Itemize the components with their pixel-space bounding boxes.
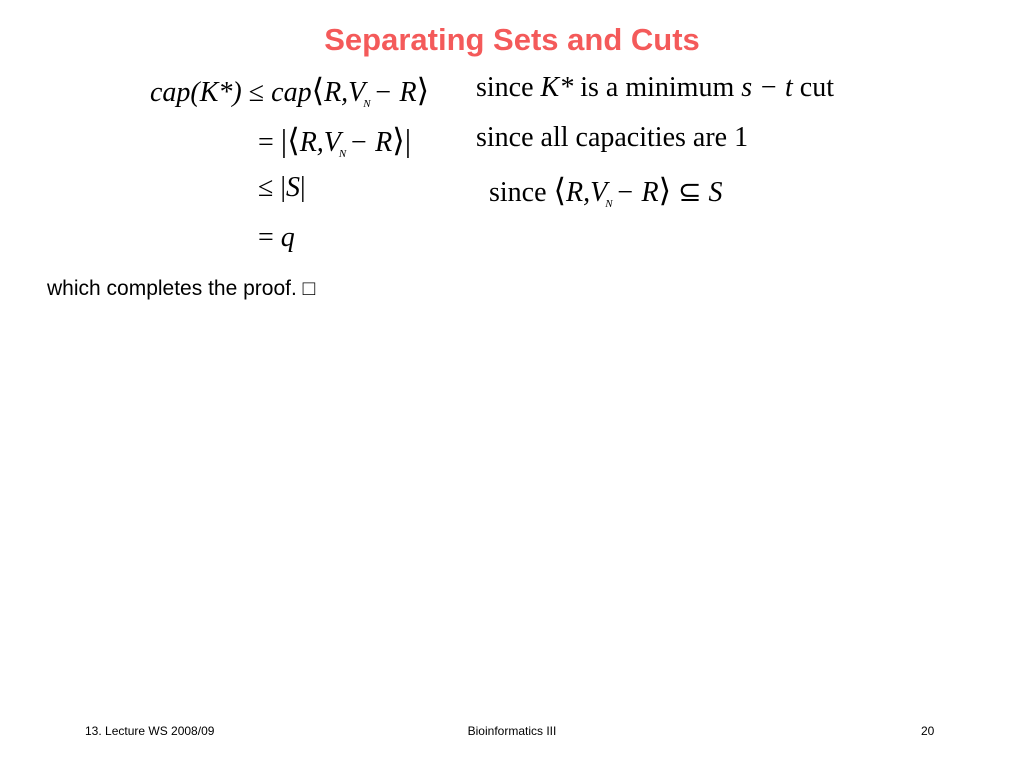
k-star-var: K*: [540, 72, 574, 103]
abs-right-icon: ⟩|: [392, 122, 412, 158]
right-angle-icon: ⟩: [416, 72, 430, 108]
footer-course: Bioinformatics III: [467, 724, 557, 738]
abs-right-icon: |: [299, 172, 306, 203]
subscript-n: N: [363, 98, 371, 110]
slide-title: Separating Sets and Cuts: [324, 22, 700, 57]
equation-line-1: [150, 74, 429, 110]
since-word: since: [489, 177, 547, 208]
rhs-cap: cap: [271, 77, 312, 108]
subseteq-symbol: ⊆: [678, 177, 702, 208]
abs-left-icon: |: [280, 172, 286, 203]
justification-line-3: [489, 174, 723, 210]
rhs2-tail: − R: [349, 127, 393, 158]
relation-eq: =: [258, 127, 274, 158]
var-q: q: [280, 222, 295, 253]
since-word: since: [476, 72, 534, 103]
left-angle-icon: ⟨: [553, 172, 567, 208]
set-s: S: [285, 172, 300, 203]
subscript-n: N: [338, 148, 347, 160]
just3-set: R,V: [566, 177, 608, 208]
cut-word: cut: [799, 72, 835, 103]
justification-line-2: since all capacities are 1: [476, 122, 749, 153]
justification-line-1: [476, 74, 834, 102]
set-s: S: [708, 177, 723, 208]
rhs-set: R,V: [324, 77, 366, 108]
rhs2-set: R,V: [299, 127, 341, 158]
equation-line-3: [258, 174, 306, 202]
equation-line-2: [258, 124, 411, 160]
right-angle-icon: ⟩: [658, 172, 672, 208]
equation-line-4: [258, 224, 295, 252]
rhs-tail: − R: [373, 77, 417, 108]
minimum-text: is a minimum: [580, 72, 735, 103]
subscript-n: N: [605, 198, 613, 210]
relation-leq: ≤: [258, 172, 274, 203]
relation-leq: ≤: [248, 77, 265, 108]
abs-left-icon: |⟨: [280, 122, 300, 158]
lhs-cap-k-star: cap(K*): [150, 77, 242, 108]
left-angle-icon: ⟨: [311, 72, 325, 108]
footer-page-number: 20: [921, 724, 935, 738]
conclusion-text: which completes the proof. □: [47, 277, 316, 300]
relation-eq: =: [258, 222, 274, 253]
footer-lecture: 13. Lecture WS 2008/09: [85, 724, 215, 738]
s-t-expr: s − t: [741, 72, 793, 103]
just3-tail: − R: [615, 177, 659, 208]
